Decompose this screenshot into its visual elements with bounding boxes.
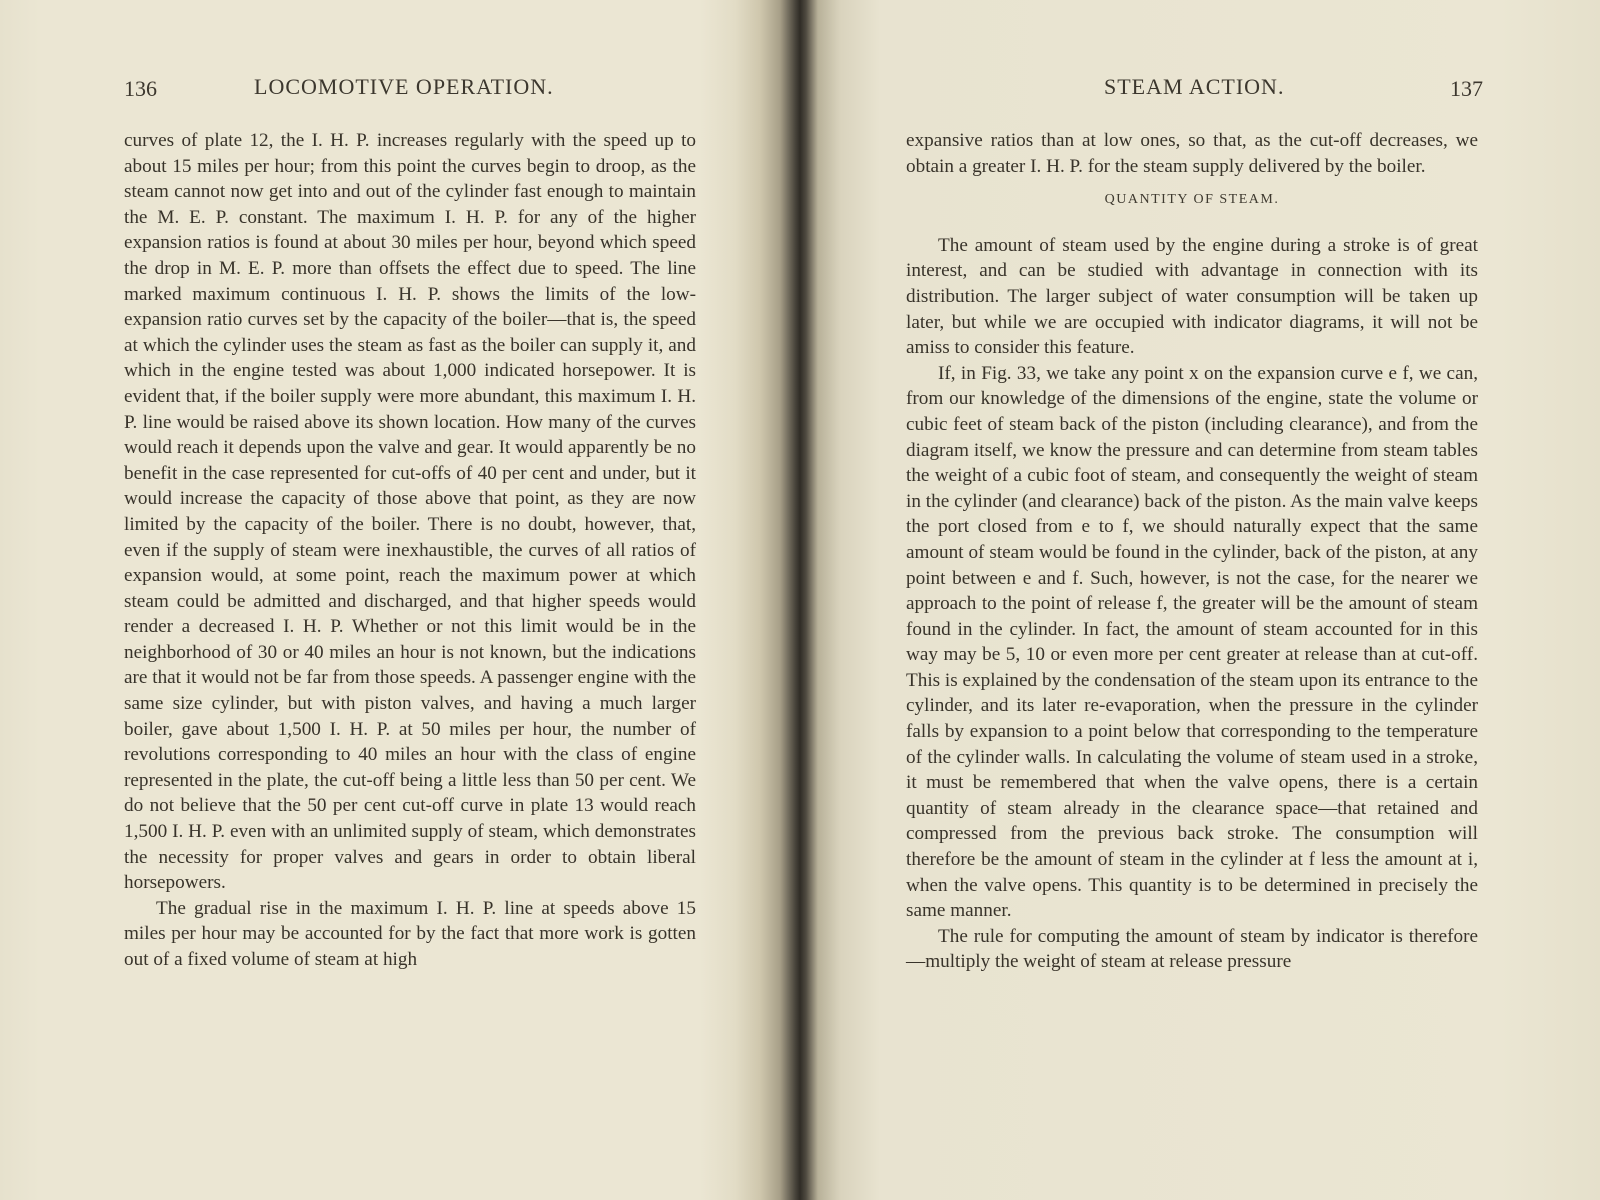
paragraph: If, in Fig. 33, we take any point x on the expansion curve e f, we can, from our knowledge of the dimensions of the engine, state the volume or cubic feet of steam back of the piston (including clearance), and from the diagram itself, we know the pressure and can determine from steam tables the weight of a cubic foot of steam, and consequently the weight of steam in the cylinder (and clearance) back of the piston. As the main valve keeps the port closed from e to f, we should naturally expect that the same amount of steam would be found in the cylinder, back of the piston, at any point between e and f. Such, however, is not the case, for the nearer we approach to the point of release f, the greater will be the amount of steam found in the cylinder. In fact, the amount of steam accounted for in this way may be 5, 10 or even more per cent greater at release than at cut-off. This is explained by the condensation of the steam upon its entrance to the cylinder, and its later re-evaporation, when the pressure in the cylinder falls by expansion to a point below that corresponding to the temperature of the cylinder walls. In calculating the volume of steam used in a stroke, it must be remembered that when the valve opens, there is a certain quantity of steam already in the clearance space—that retained and compressed from the previous back stroke. The consumption will therefore be the amount of steam in the cylinder at f less the amount at i, when the valve opens. This quantity is to be determined in precisely the same manner. bbox=[906, 362, 1478, 922]
left-page bbox=[0, 0, 790, 1200]
paragraph: curves of plate 12, the I. H. P. increases regularly with the speed up to about 15 miles per hour; from this point the curves begin to droop, as the steam cannot now get into and out of the cylinder fast enough to maintain the M. E. P. constant. The maximum I. H. P. for any of the higher expansion ratios is found at about 30 miles per hour, beyond which speed the drop in M. E. P. more than offsets the effect due to speed. The line marked maximum continuous I. H. P. shows the limits of the low-expansion ratio curves set by the capacity of the boiler—that is, the speed at which the cylinder uses the steam as fast as the boiler can supply it, and which in the engine tested was about 1,000 indicated horsepower. It is evident that, if the boiler supply were more abundant, this maximum I. H. P. line would be raised above its shown location. How many of the curves would reach it depends upon the valve and gear. It would apparently be no benefit in the case represented for cut-offs of 40 per cent and under, but it would increase the capacity of those above that point, as they are now limited by the capacity of the boiler. There is no doubt, however, that, even if the supply of steam were inexhaustible, the curves of all ratios of expansion would, at some point, reach the maximum power at which steam could be admitted and discharged, and that higher speeds would render a decreased I. H. P. Whether or not this limit would be in the neighborhood of 30 or 40 miles an hour is not known, but the indications are that it would not be far from those speeds. A passenger engine with the same size cylinder, but with piston valves, and having a much larger boiler, gave about 1,500 I. H. P. at 50 miles per hour, the number of revolutions corresponding to 40 miles an hour with the class of engine represented in the plate, the cut-off being a little less than 50 per cent. We do not believe that the 50 per cent cut-off curve in plate 13 would reach 1,500 I. H. P. even with an unlimited supply of steam, which demonstrates the necessity for proper valves and gears in order to obtain liberal horsepowers. bbox=[124, 130, 696, 894]
paragraph: The gradual rise in the maximum I. H. P. line at speeds above 15 miles per hour may be accounted for by the fact that more work is gotten out of a fixed volume of steam at high bbox=[124, 897, 696, 970]
page-number: 136 bbox=[124, 76, 157, 101]
running-head: STEAM ACTION. bbox=[1104, 74, 1285, 99]
paragraph: The amount of steam used by the engine during a stroke is of great interest, and can be studied with advantage in connection with its distribution. The larger subject of water consumption will be taken up later, but while we are occupied with indicator diagrams, it will not be amiss to consider this feature. bbox=[906, 234, 1478, 359]
paragraph: The rule for computing the amount of steam by indicator is therefore—multiply the weight of steam at release pressure bbox=[906, 925, 1478, 973]
page-number: 137 bbox=[1450, 76, 1483, 101]
right-page bbox=[810, 0, 1600, 1200]
left-body-text bbox=[124, 128, 696, 973]
right-body-text bbox=[906, 128, 1478, 975]
paragraph: expansive ratios than at low ones, so that, as the cut-off decreases, we obtain a greater I. H. P. for the steam supply delivered by the boiler. bbox=[906, 130, 1478, 177]
section-heading: QUANTITY OF STEAM. bbox=[1104, 192, 1280, 208]
running-head: LOCOMOTIVE OPERATION. bbox=[254, 74, 554, 99]
